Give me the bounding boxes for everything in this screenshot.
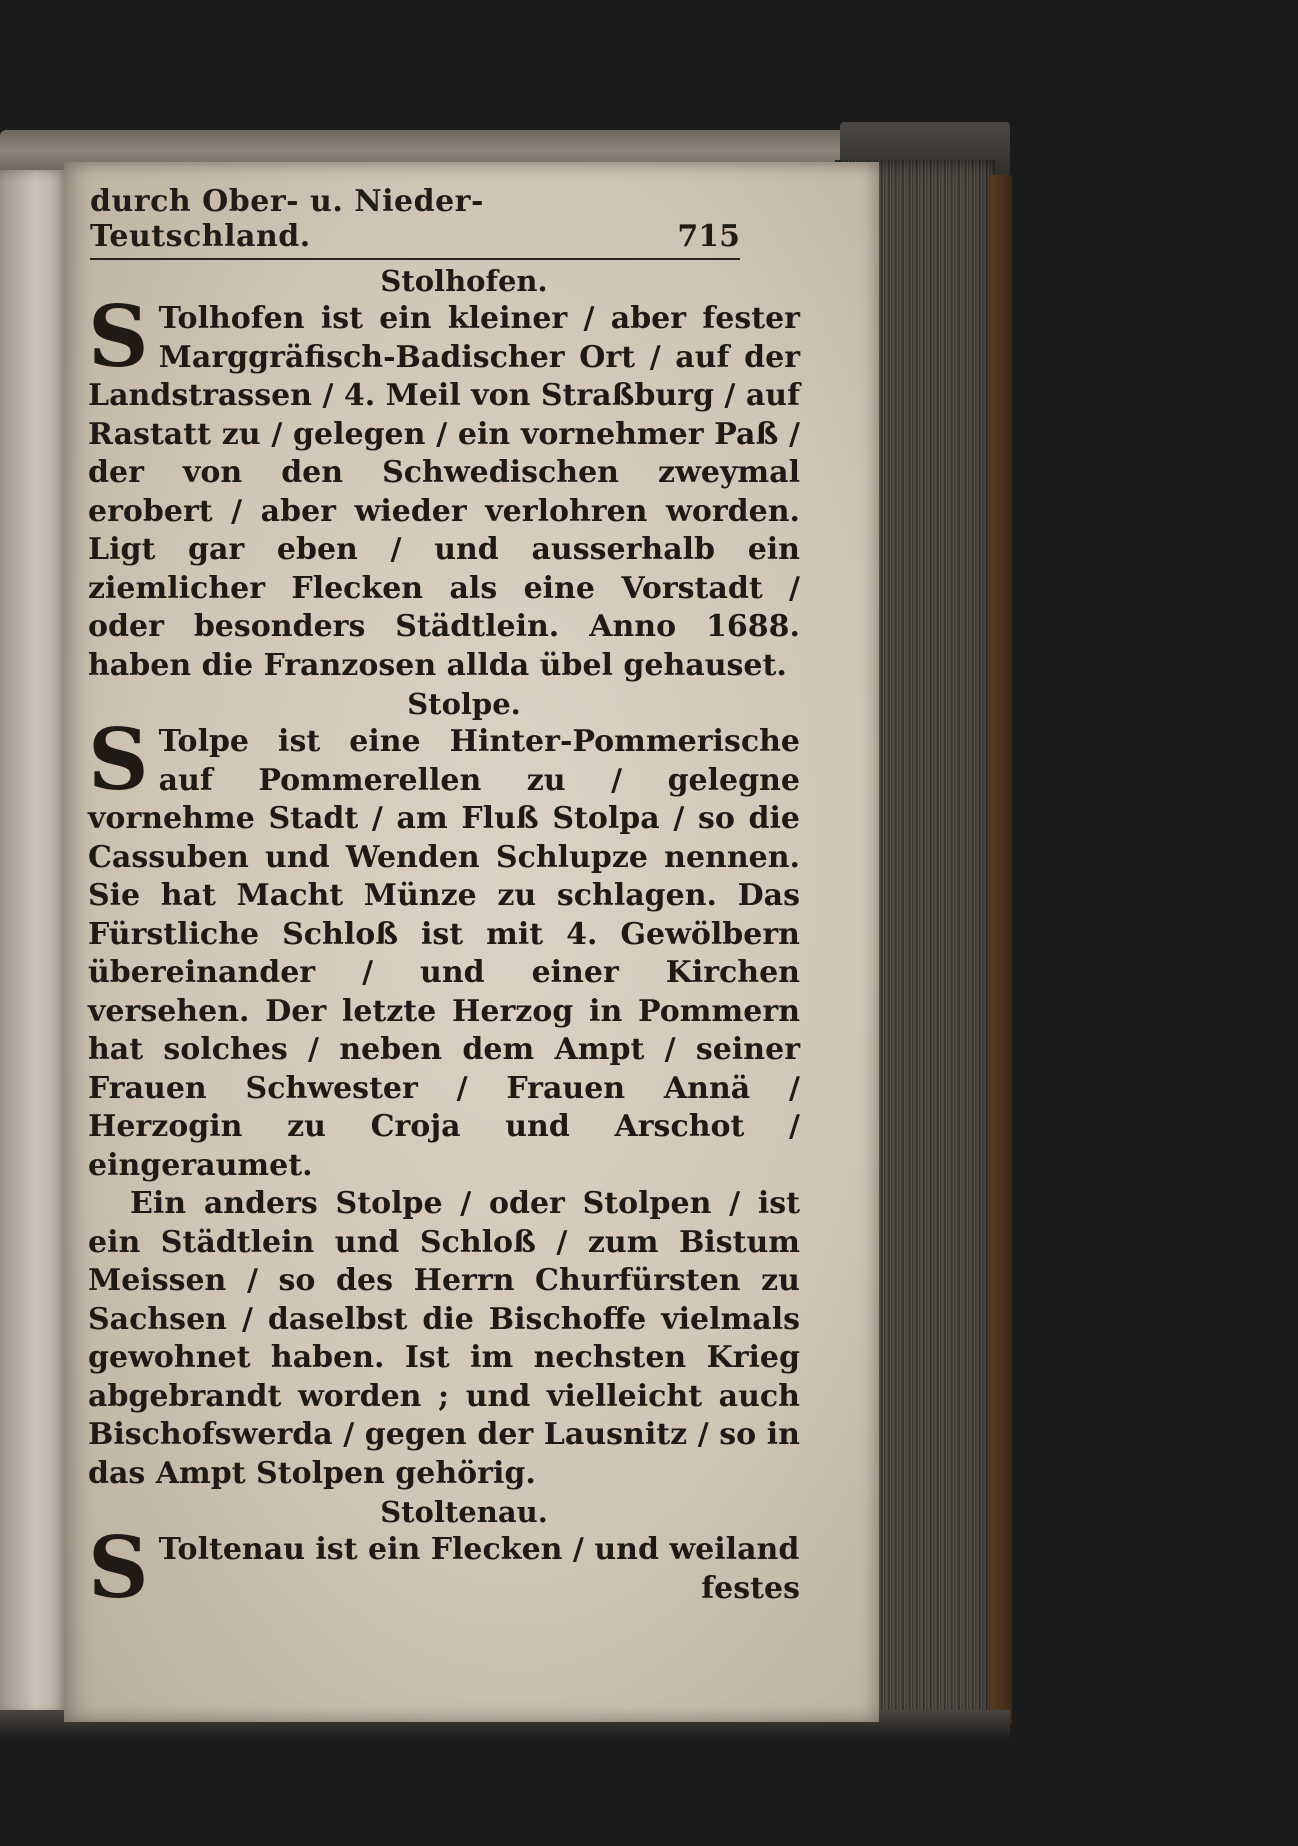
section-heading-stoltenau: Stoltenau. bbox=[380, 1495, 548, 1529]
entry-text: Tolpe ist eine Hinter-Pommerische auf Pommerellen zu / gelegne vornehme Stadt / am Fluß Stolpa / so die Cassuben und Wenden Schlupze nennen. Sie hat Macht Münze zu schlagen. Das Fürstliche Schloß ist mit 4. Gewölbern übereinander / und einer Kirchen versehen. Der letzte Herzog in Pommern hat solches / neben dem Ampt / seiner Frauen Schwester / Frauen Annä / Herzogin zu Croja und Arschot / eingeraumet. bbox=[88, 724, 800, 1183]
facing-page-edge bbox=[0, 170, 70, 1715]
text-block bbox=[88, 262, 800, 1617]
drop-initial: S bbox=[88, 287, 149, 386]
entry-text: Ein anders Stolpe / oder Stolpen / ist ein Städtlein und Schloß / zum Bistum Meissen / so des Herrn Churfürsten zu Sachsen / daselbst die Bischoffe vielmals gewohnet haben. Ist im nechsten Krieg abgebrandt worden ; und vielleicht auch Bischofswerda / gegen der Lausnitz / so in das Ampt Stolpen gehörig. bbox=[88, 1186, 800, 1491]
catchword: festes bbox=[701, 1570, 800, 1606]
running-head bbox=[90, 184, 740, 260]
running-head-title: durch Ober- u. Nieder-Teutschland. bbox=[90, 184, 484, 254]
entry-stolhofen bbox=[88, 287, 800, 685]
entry-text: Tolhofen ist ein kleiner / aber fester Marggräfisch-Badischer Ort / auf der Landstrassen / 4. Meil von Straßburg / auf Rastatt zu / gelegen / ein vornehmer Paß / der von den Schwedischen zweymal erobert / aber wieder verlohren worden. Ligt gar eben / und ausserhalb ein ziemlicher Flecken als eine Vorstadt / oder besonders Städtlein. Anno 1688. haben die Franzosen allda übel gehauset. bbox=[88, 301, 800, 683]
page-number: 715 bbox=[677, 219, 740, 254]
section-heading-stolpe: Stolpe. bbox=[407, 687, 521, 721]
entry-stolpe bbox=[88, 710, 800, 1185]
back-cover-edge bbox=[990, 175, 1012, 1725]
entry-text: Toltenau ist ein Flecken / und weiland bbox=[158, 1532, 800, 1567]
drop-initial: S bbox=[88, 710, 149, 809]
section-heading-stolhofen: Stolhofen. bbox=[380, 264, 548, 298]
drop-initial: S bbox=[88, 1518, 149, 1617]
entry-stolpe-continuation bbox=[88, 1185, 800, 1493]
